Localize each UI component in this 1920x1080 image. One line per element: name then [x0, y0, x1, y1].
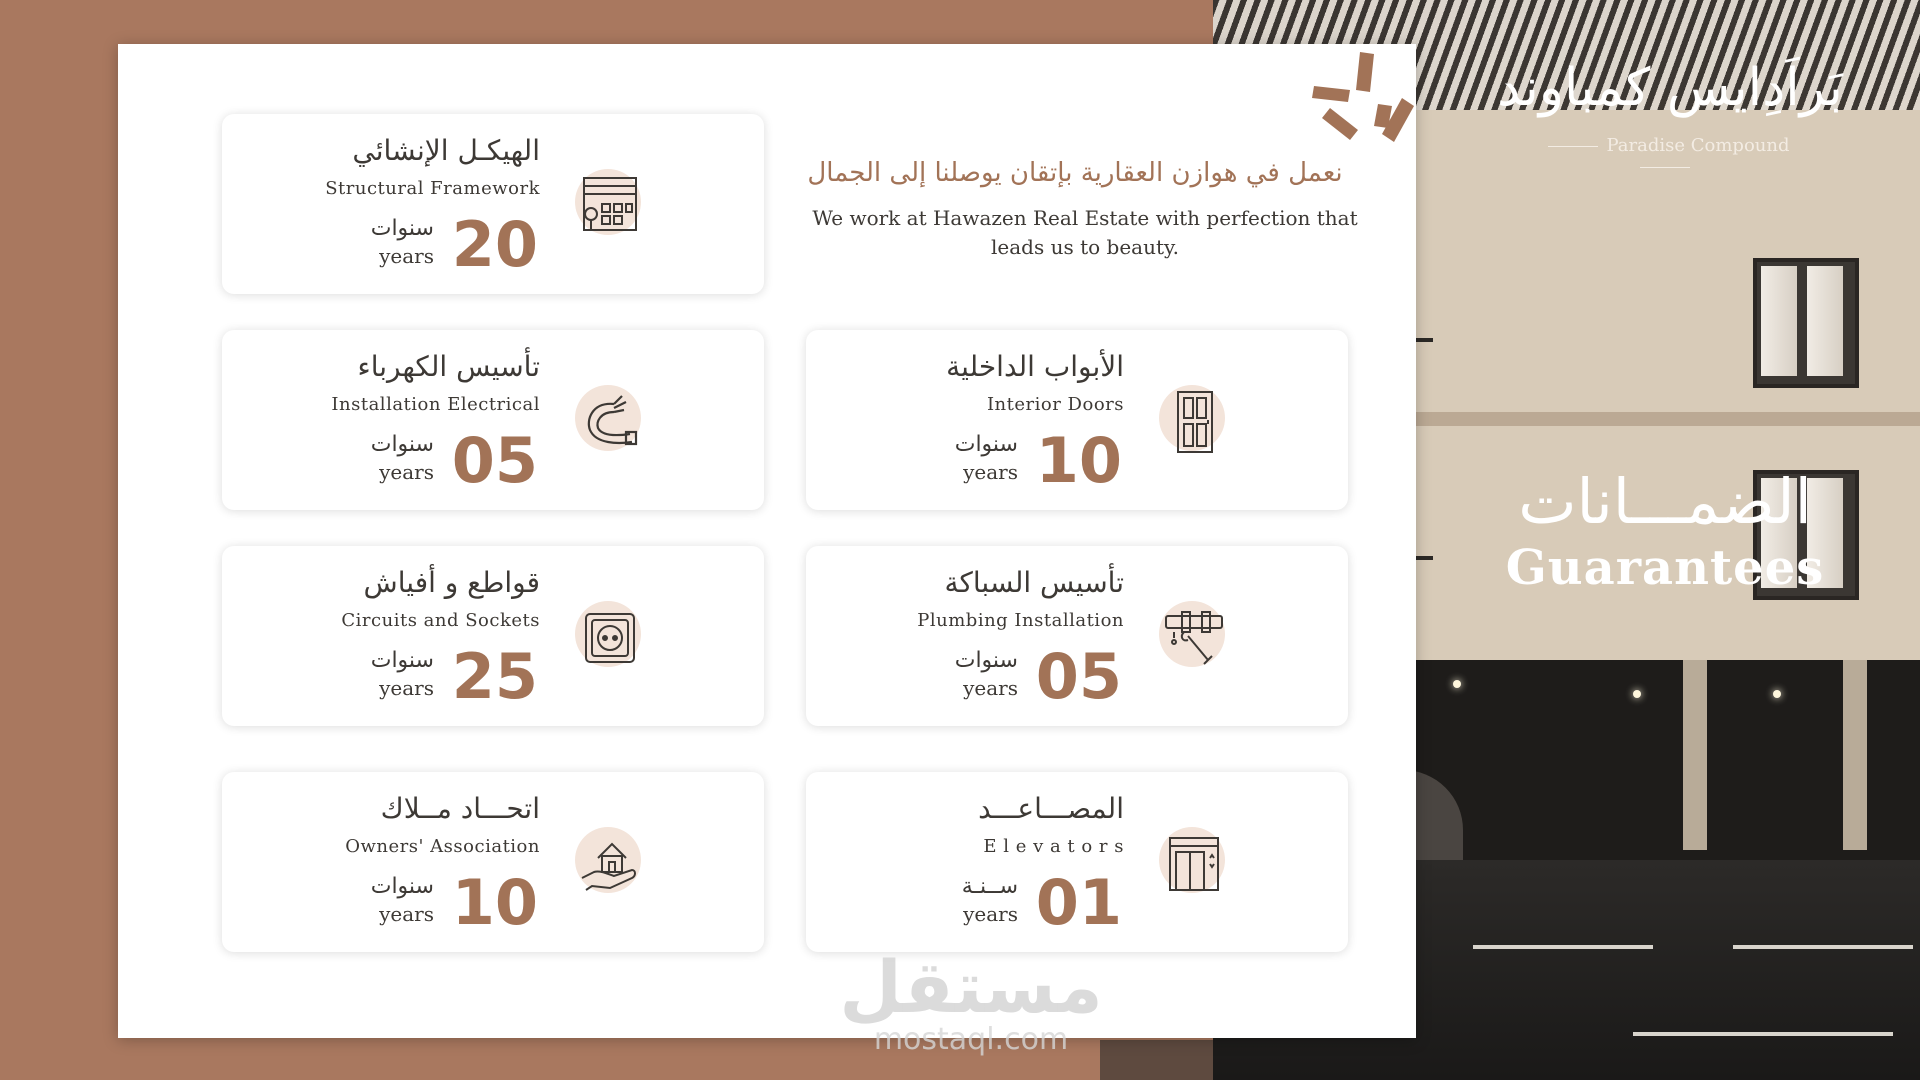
guarantee-card-structural: [222, 114, 764, 294]
house-hand-icon: [574, 828, 646, 900]
card-years-number: 01: [1035, 866, 1122, 939]
guarantee-card-doors: [806, 330, 1348, 510]
card-unit-arabic: ســنـة: [961, 874, 1018, 899]
intro-text-arabic: نعمل في هوازن العقارية بإتقان يوصلنا إلى الجمال: [807, 158, 1343, 188]
cable-icon: [574, 386, 646, 458]
card-unit-arabic: سنوات: [370, 432, 434, 457]
card-unit-arabic: سنوات: [370, 216, 434, 241]
card-title-arabic: قواطع و أفياش: [363, 566, 540, 599]
guarantee-card-owners: [222, 772, 764, 952]
card-unit-english: years: [379, 676, 434, 700]
card-title-arabic: اتحـــاد مــلاك: [380, 792, 540, 825]
card-title-arabic: تأسيس الكهرباء: [357, 350, 540, 383]
road-marking: [1733, 945, 1913, 949]
guarantees-title-english: Guarantees: [1505, 540, 1825, 596]
decorative-logo-mark: [1310, 46, 1422, 154]
ceiling-light: [1633, 690, 1641, 698]
card-unit-english: years: [963, 676, 1018, 700]
card-years-number: 10: [1035, 424, 1122, 497]
building-icon: [574, 170, 646, 242]
card-title-english: Plumbing Installation: [917, 610, 1124, 631]
column: [1683, 660, 1707, 850]
card-years-number: 10: [451, 866, 538, 939]
card-unit-english: years: [379, 902, 434, 926]
card-title-arabic: تأسيس السباكة: [944, 566, 1124, 599]
card-years-number: 25: [451, 640, 538, 713]
socket-icon: [574, 602, 646, 674]
card-unit-english: years: [963, 460, 1018, 484]
card-unit-english: years: [963, 902, 1018, 926]
guarantees-title-arabic: الضمـــانات: [1518, 465, 1812, 538]
card-title-english: Installation Electrical: [331, 394, 540, 415]
watermark-arabic: مستقل: [839, 945, 1103, 1029]
guarantee-card-sockets: [222, 546, 764, 726]
card-title-english: Circuits and Sockets: [341, 610, 540, 631]
card-title-english: Structural Framework: [325, 178, 540, 199]
column: [1843, 660, 1867, 850]
card-title-arabic: الهيكـل الإنشائي: [352, 134, 540, 167]
card-unit-arabic: سنوات: [370, 874, 434, 899]
ceiling-light: [1773, 690, 1781, 698]
facade-window: [1753, 258, 1859, 388]
ceiling-light: [1453, 680, 1461, 688]
guarantee-card-elevators: [806, 772, 1348, 952]
door-icon: [1158, 386, 1230, 458]
card-years-number: 05: [1035, 640, 1122, 713]
watermark-english: mostaql.com: [873, 1022, 1069, 1057]
card-title-english: Owners' Association: [345, 836, 540, 857]
elevator-icon: [1158, 828, 1230, 900]
intro-text-english: We work at Hawazen Real Estate with perfection that leads us to beauty.: [812, 206, 1358, 259]
road-marking: [1633, 1032, 1893, 1036]
brand-name-arabic: بَراَدِايس كمباوند: [1497, 58, 1843, 118]
card-title-english: Interior Doors: [986, 394, 1124, 415]
card-title-english: E l e v a t o r s: [983, 836, 1124, 857]
card-unit-arabic: سنوات: [954, 432, 1018, 457]
brand-name-english: Paradise Compound: [1515, 135, 1815, 177]
card-years-number: 05: [451, 424, 538, 497]
card-title-arabic: الأبواب الداخلية: [946, 350, 1124, 383]
guarantee-card-plumbing: [806, 546, 1348, 726]
card-years-number: 20: [451, 208, 538, 281]
wrench-pipe-icon: [1158, 602, 1230, 674]
guarantee-card-electrical: [222, 330, 764, 510]
road-marking: [1473, 945, 1653, 949]
card-unit-arabic: سنوات: [954, 648, 1018, 673]
dark-accent-strip: [1100, 1040, 1213, 1080]
card-title-arabic: المصـــاعـــد: [978, 792, 1124, 825]
card-unit-english: years: [379, 244, 434, 268]
card-unit-english: years: [379, 460, 434, 484]
card-unit-arabic: سنوات: [370, 648, 434, 673]
